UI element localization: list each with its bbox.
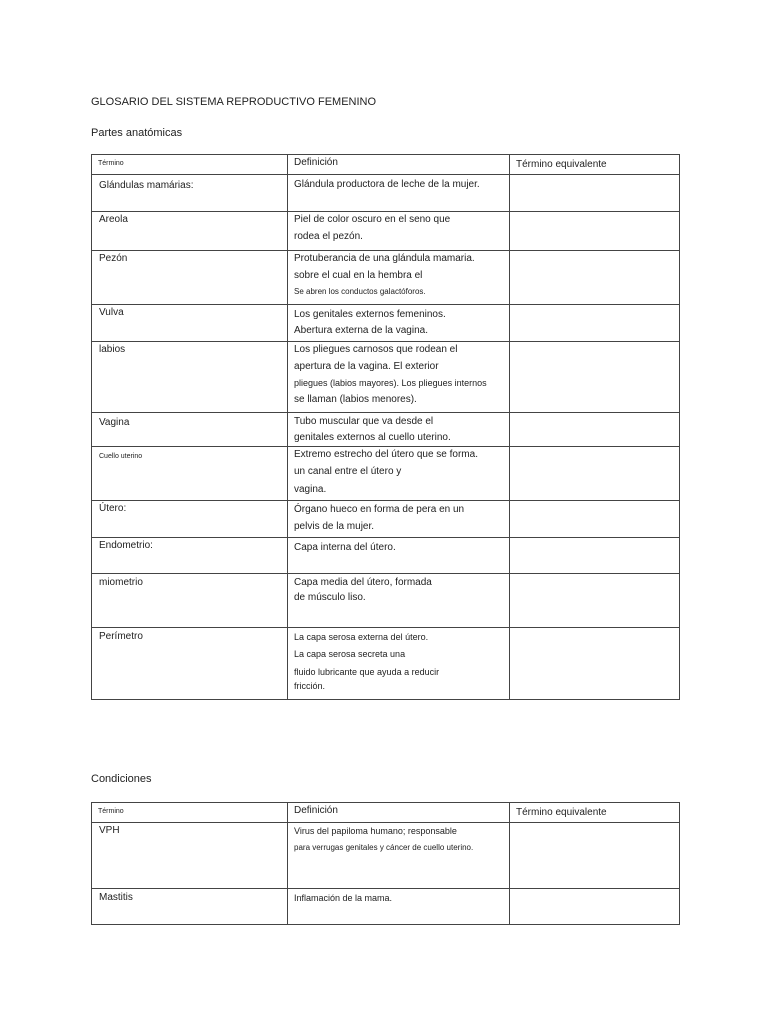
table-row <box>92 342 680 413</box>
definition-line: Se abren los conductos galactóforos. <box>294 287 426 296</box>
definition-line: fluido lubricante que ayuda a reducir <box>294 667 440 677</box>
header-definition: Definición <box>294 805 338 816</box>
definition-line: Los pliegues carnosos que rodean el <box>294 344 458 355</box>
definition-line: Capa media del útero, formada <box>294 577 432 588</box>
term-cell: miometrio <box>99 577 143 588</box>
definition-line: Los genitales externos femeninos. <box>294 309 446 320</box>
definition-line: Piel de color oscuro en el seno que <box>294 214 451 225</box>
definition-line: Órgano hueco en forma de pera en un <box>294 504 465 515</box>
equivalent-cell <box>510 305 679 341</box>
definition-line: Inflamación de la mama. <box>294 893 393 903</box>
definition-line: genitales externos al cuello uterino. <box>294 432 451 443</box>
term-cell: labios <box>99 344 126 355</box>
definition-line: Glándula productora de leche de la mujer. <box>294 179 480 190</box>
equivalent-cell <box>510 628 679 699</box>
equivalent-cell <box>510 574 679 627</box>
definition-line: para verrugas genitales y cáncer de cuello uterino. <box>294 843 474 852</box>
table-row <box>92 413 680 447</box>
definition-line: pliegues (labios mayores). Los pliegues internos <box>294 378 487 388</box>
table-row <box>92 175 680 212</box>
equivalent-cell <box>510 212 679 250</box>
section-heading-anatomy: Partes anatómicas <box>91 127 183 139</box>
table-row <box>92 447 680 501</box>
equivalent-cell <box>510 501 679 537</box>
definition-line: La capa serosa secreta una <box>294 649 406 659</box>
definition-line: de músculo liso. <box>294 592 366 603</box>
term-cell: Areola <box>99 214 128 225</box>
definition-line: se llaman (labios menores). <box>294 394 417 405</box>
definition-line: apertura de la vagina. El exterior <box>294 361 439 372</box>
header-term: Término <box>98 808 124 815</box>
definition-line: vagina. <box>294 484 327 495</box>
table-row <box>92 574 680 628</box>
term-cell: Pezón <box>99 253 128 264</box>
section-heading-conditions: Condiciones <box>91 773 152 785</box>
definition-line: un canal entre el útero y <box>294 466 402 477</box>
definition-line: Virus del papiloma humano; responsable <box>294 826 457 836</box>
conditions-table <box>91 802 680 925</box>
equivalent-cell <box>510 447 679 500</box>
definition-line: sobre el cual en la hembra el <box>294 270 423 281</box>
table-row <box>92 251 680 305</box>
term-cell: Cuello uterino <box>99 453 143 460</box>
equivalent-cell <box>510 823 679 888</box>
equivalent-cell <box>510 889 679 924</box>
term-cell: Perímetro <box>99 631 143 642</box>
definition-line: Protuberancia de una glándula mamaria. <box>294 253 475 264</box>
equivalent-cell <box>510 413 679 446</box>
term-cell: Endometrio: <box>99 540 153 551</box>
definition-line: La capa serosa externa del útero. <box>294 632 429 642</box>
document-title: GLOSARIO DEL SISTEMA REPRODUCTIVO FEMENINO <box>91 96 377 108</box>
table-row <box>92 889 680 925</box>
definition-line: fricción. <box>294 681 326 691</box>
table-header-row <box>92 803 680 823</box>
anatomy-table <box>91 154 680 700</box>
definition-line: Tubo muscular que va desde el <box>294 416 434 427</box>
table-row <box>92 823 680 889</box>
equivalent-cell <box>510 538 679 573</box>
header-equivalent: Término equivalente <box>516 159 607 170</box>
header-equivalent: Término equivalente <box>516 807 607 818</box>
term-cell: Vulva <box>99 307 124 318</box>
term-cell: VPH <box>99 825 120 836</box>
definition-line: Extremo estrecho del útero que se forma. <box>294 449 478 460</box>
definition-line: Capa interna del útero. <box>294 542 396 553</box>
term-cell: Mastitis <box>99 892 133 903</box>
header-definition: Definición <box>294 157 338 168</box>
table-row <box>92 212 680 251</box>
equivalent-cell <box>510 342 679 412</box>
term-cell: Glándulas mamárias: <box>99 180 194 191</box>
table-row <box>92 501 680 538</box>
table-row <box>92 628 680 700</box>
term-cell: Útero: <box>99 503 127 514</box>
equivalent-cell <box>510 251 679 304</box>
definition-line: Abertura externa de la vagina. <box>294 325 428 336</box>
table-row <box>92 538 680 574</box>
table-row <box>92 305 680 342</box>
term-cell: Vagina <box>99 417 130 428</box>
table-header-row <box>92 155 680 175</box>
definition-line: pelvis de la mujer. <box>294 521 375 532</box>
equivalent-cell <box>510 175 679 211</box>
header-term: Término <box>98 160 124 167</box>
definition-line: rodea el pezón. <box>294 231 363 242</box>
